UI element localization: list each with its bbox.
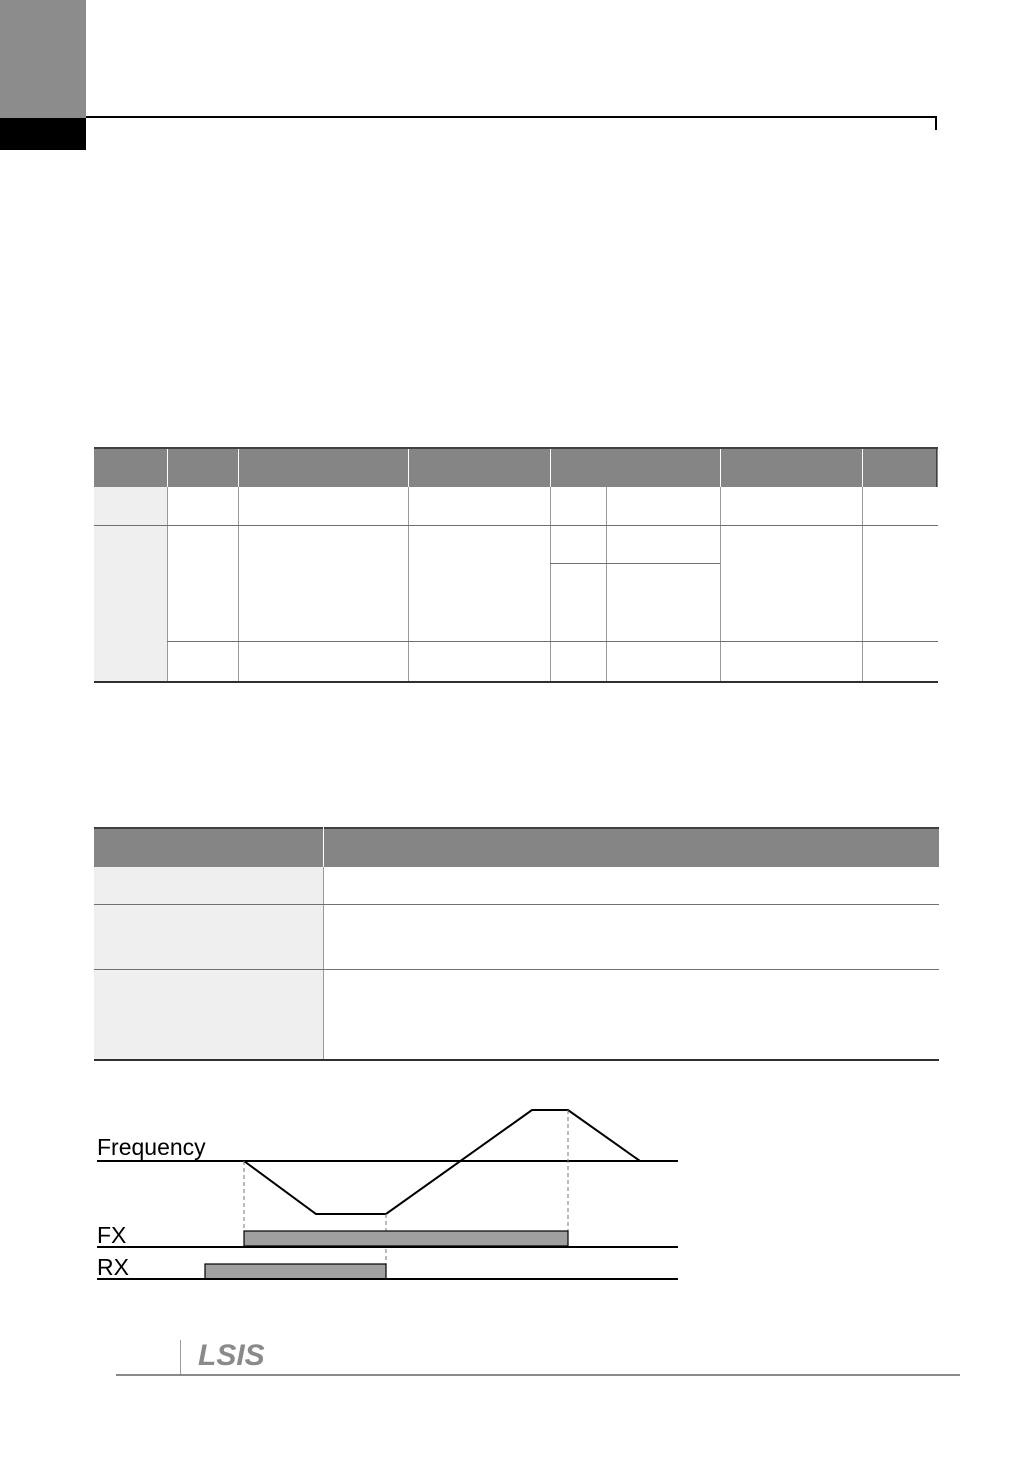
table-row-divider bbox=[167, 641, 938, 642]
lsis-logo bbox=[196, 1336, 282, 1370]
footer-rule bbox=[116, 1374, 960, 1376]
parameter-table-bottom-rule bbox=[94, 681, 938, 683]
setting-table bbox=[94, 827, 939, 1061]
setting-table-header bbox=[94, 827, 939, 867]
footer-divider bbox=[180, 1340, 181, 1374]
table-row-divider bbox=[94, 969, 939, 970]
logo-text: LSIS bbox=[198, 1339, 265, 1370]
group-cell bbox=[94, 487, 167, 681]
chapter-tab-marker bbox=[0, 118, 86, 150]
table-row-divider bbox=[94, 904, 939, 905]
table-row-divider bbox=[550, 563, 720, 564]
parameter-table-header bbox=[94, 447, 938, 487]
setting-table-top-rule bbox=[94, 827, 939, 829]
timing-diagram bbox=[94, 1100, 684, 1290]
rx-label: RX bbox=[97, 1254, 129, 1280]
rx-signal-bar bbox=[205, 1264, 386, 1279]
fx-label: FX bbox=[97, 1222, 127, 1248]
parameter-table-top-rule bbox=[94, 447, 938, 449]
fx-signal-bar bbox=[244, 1231, 568, 1246]
parameter-table bbox=[94, 447, 938, 683]
header-rule bbox=[86, 116, 937, 118]
table-row-divider bbox=[94, 525, 938, 526]
setting-table-bottom-rule bbox=[94, 1059, 939, 1061]
frequency-label: Frequency bbox=[97, 1134, 206, 1160]
header-rule-tick bbox=[935, 116, 937, 130]
setting-label-column bbox=[94, 867, 323, 1059]
chapter-tab bbox=[0, 0, 86, 118]
